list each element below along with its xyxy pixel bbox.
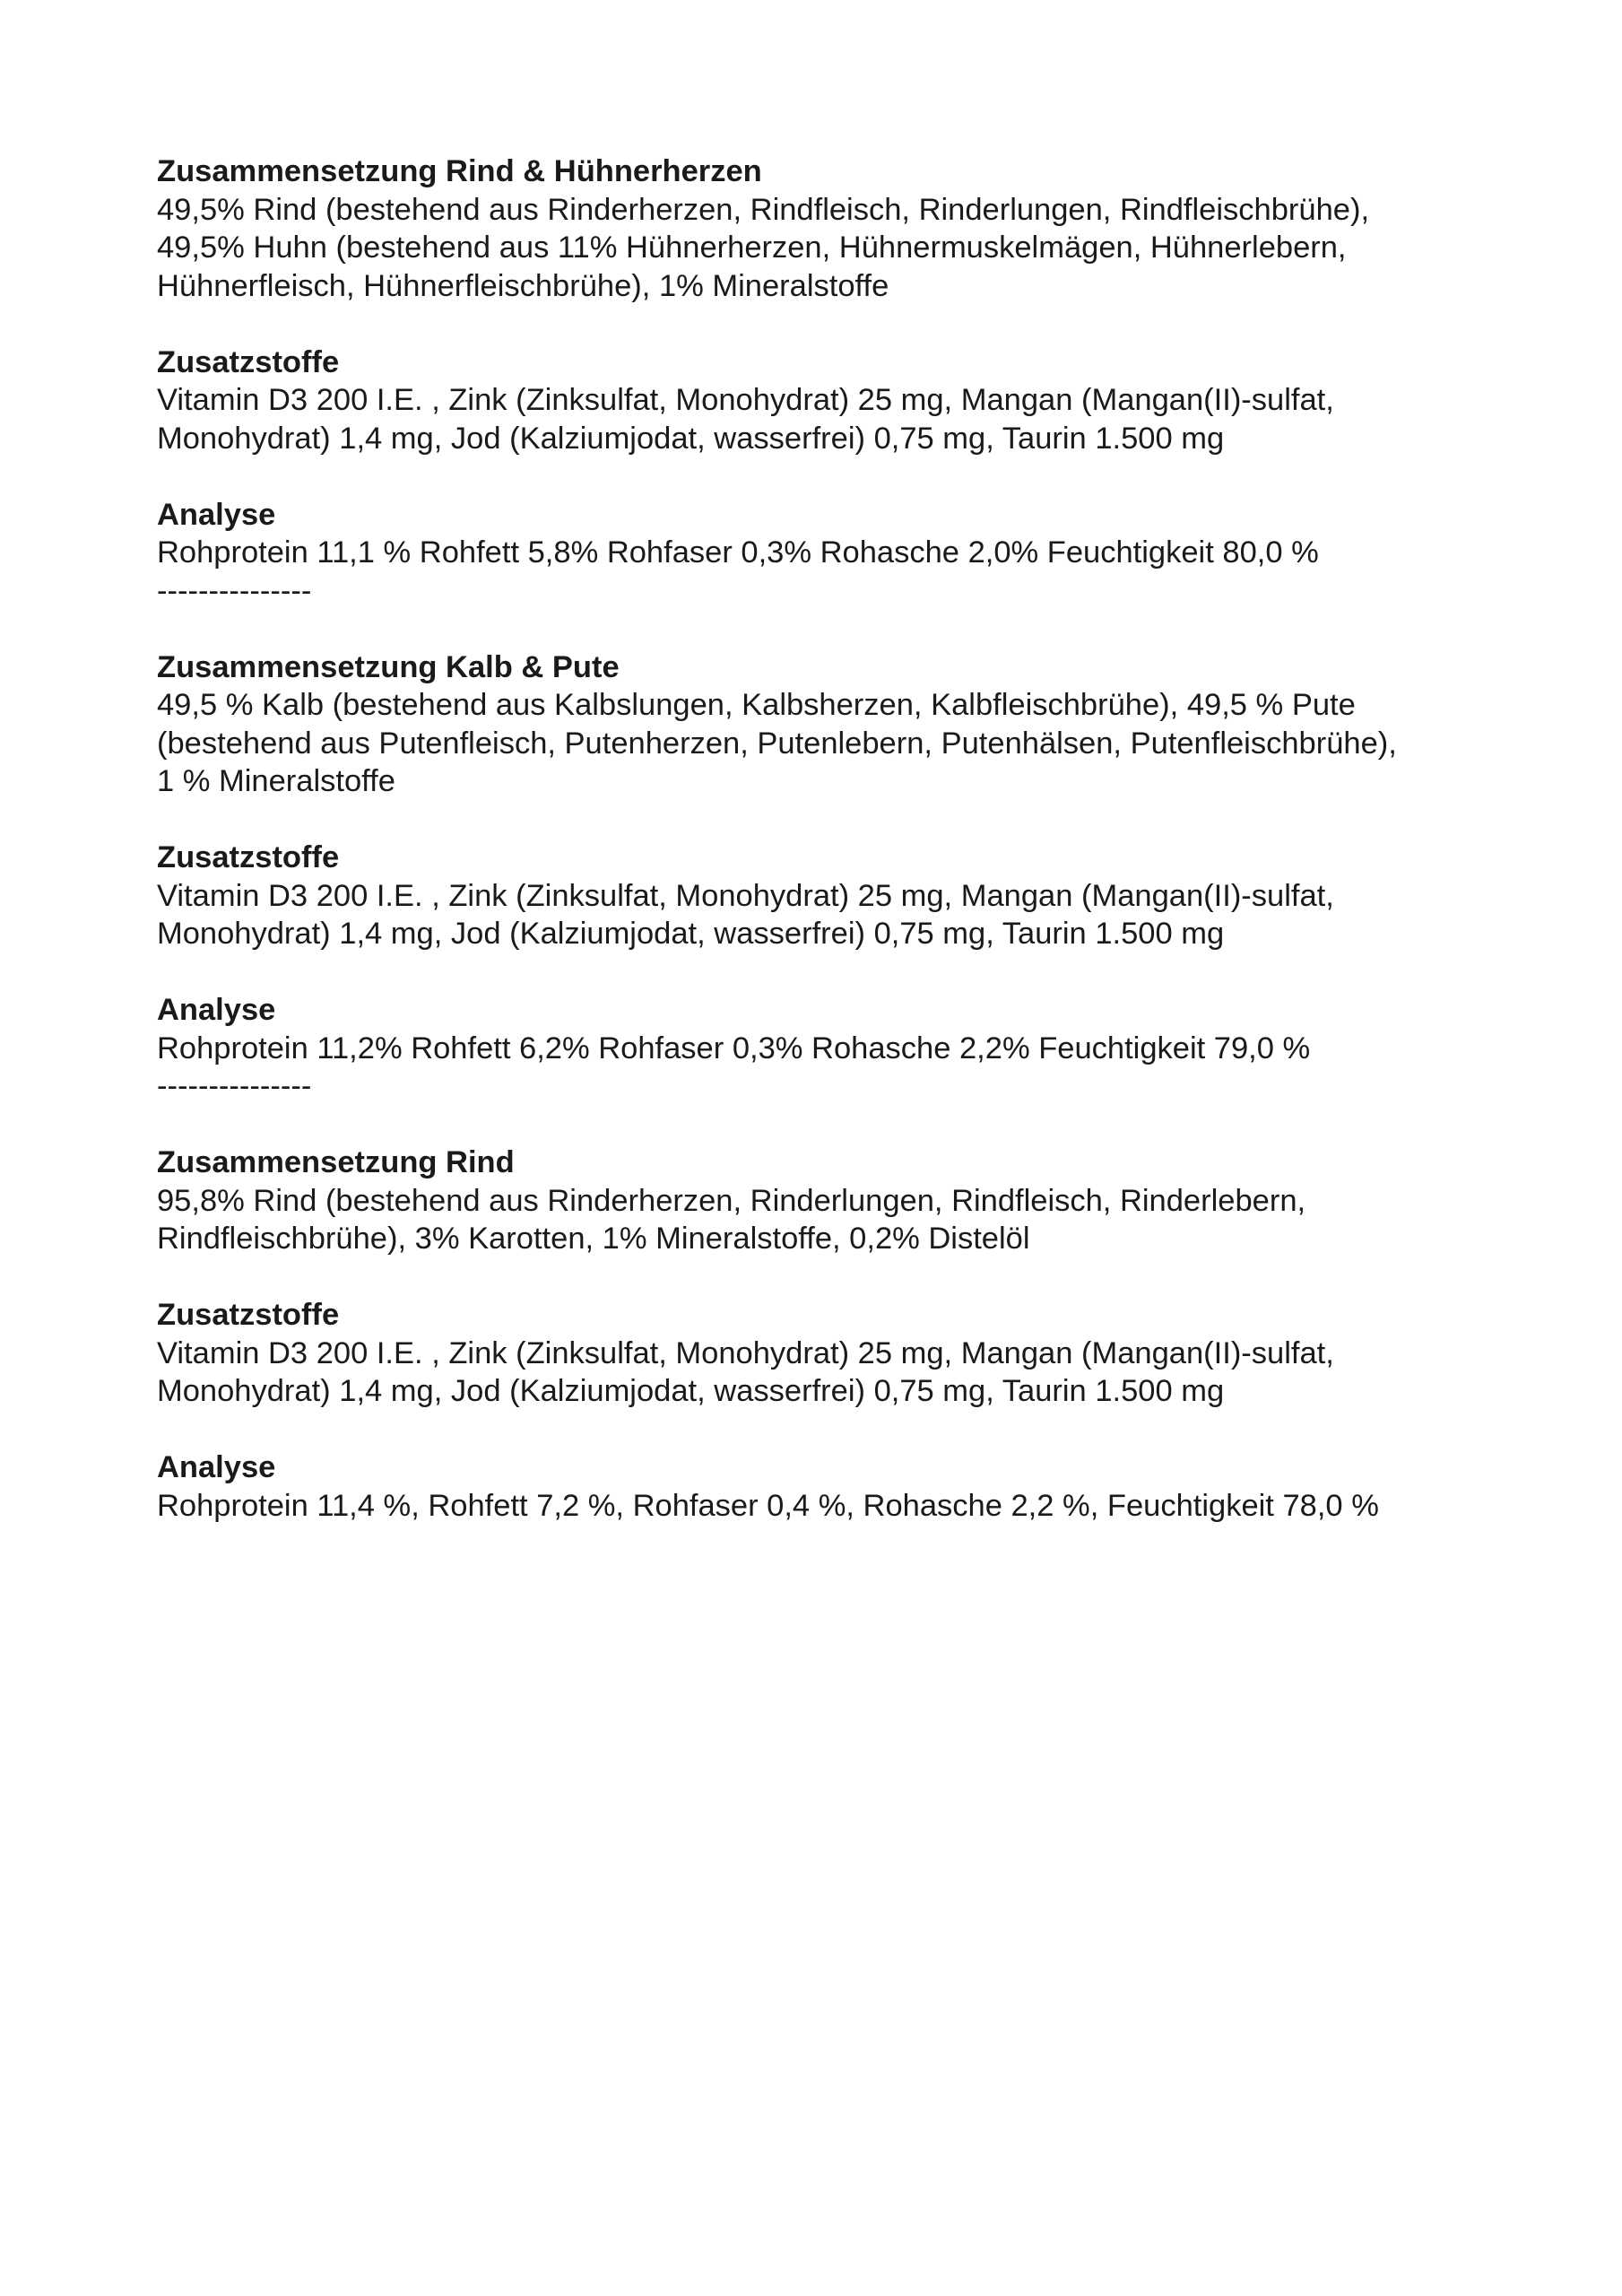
composition-section	[157, 1144, 1502, 1258]
additives-section	[157, 839, 1502, 953]
additives-heading: Zusatzstoffe	[157, 840, 340, 874]
additives-section	[157, 344, 1502, 458]
additives-section	[157, 1296, 1502, 1411]
analysis-section	[157, 1448, 1502, 1525]
analysis-text: Rohprotein 11,2% Rohfett 6,2% Rohfaser 0,3% Rohasche 2,2% Feuchtigkeit 79,0 %	[157, 1031, 1311, 1065]
composition-text: 49,5 % Kalb (bestehend aus Kalbslungen, Kalbsherzen, Kalbfleischbrühe), 49,5 % Pute (bestehend aus Putenfleisch, Putenherzen, Putenlebern, Putenhälsen, Putenfleischbrühe), 1 % Mineralstoffe	[157, 688, 1397, 798]
additives-text: Vitamin D3 200 I.E. , Zink (Zinksulfat, Monohydrat) 25 mg, Mangan (Mangan(II)-sulfat, Monohydrat) 1,4 mg, Jod (Kalziumjodat, wasserfrei) 0,75 mg, Taurin 1.500 mg	[157, 878, 1334, 951]
composition-heading: Zusammensetzung Rind & Hühnerherzen	[157, 154, 762, 188]
product-group-rind-huehnerherzen	[157, 152, 1502, 610]
additives-text: Vitamin D3 200 I.E. , Zink (Zinksulfat, Monohydrat) 25 mg, Mangan (Mangan(II)-sulfat, Monohydrat) 1,4 mg, Jod (Kalziumjodat, wasserfrei) 0,75 mg, Taurin 1.500 mg	[157, 1335, 1334, 1408]
additives-text: Vitamin D3 200 I.E. , Zink (Zinksulfat, Monohydrat) 25 mg, Mangan (Mangan(II)-sulfat, Monohydrat) 1,4 mg, Jod (Kalziumjodat, wasserfrei) 0,75 mg, Taurin 1.500 mg	[157, 383, 1334, 456]
analysis-heading: Analyse	[157, 1450, 276, 1484]
analysis-text: Rohprotein 11,4 %, Rohfett 7,2 %, Rohfaser 0,4 %, Rohasche 2,2 %, Feuchtigkeit 78,0 %	[157, 1488, 1379, 1523]
analysis-heading: Analyse	[157, 993, 276, 1027]
composition-section	[157, 152, 1502, 305]
composition-heading: Zusammensetzung Rind	[157, 1145, 515, 1179]
analysis-heading: Analyse	[157, 497, 276, 532]
analysis-section	[157, 991, 1502, 1106]
composition-section	[157, 648, 1502, 801]
additives-heading: Zusatzstoffe	[157, 1298, 340, 1332]
composition-heading: Zusammensetzung Kalb & Pute	[157, 649, 620, 684]
section-divider: ---------------	[157, 573, 312, 608]
analysis-text: Rohprotein 11,1 % Rohfett 5,8% Rohfaser 0,3% Rohasche 2,0% Feuchtigkeit 80,0 %	[157, 535, 1319, 570]
product-group-kalb-pute	[157, 648, 1502, 1106]
composition-text: 49,5% Rind (bestehend aus Rinderherzen, Rindfleisch, Rinderlungen, Rindfleischbrühe), 49,5% Huhn (bestehend aus 11% Hühnerherzen, Hühnermuskelmägen, Hühnerlebern, Hühnerfleisch, Hühnerfleischbrühe), 1% Mineralstoffe	[157, 192, 1370, 303]
analysis-section	[157, 496, 1502, 611]
composition-text: 95,8% Rind (bestehend aus Rinderherzen, Rinderlungen, Rindfleisch, Rinderlebern, Rindfleischbrühe), 3% Karotten, 1% Mineralstoffe, 0,2% Distelöl	[157, 1183, 1306, 1256]
document-page	[157, 152, 1502, 1563]
additives-heading: Zusatzstoffe	[157, 344, 340, 379]
product-group-rind	[157, 1144, 1502, 1525]
section-divider: ---------------	[157, 1069, 312, 1103]
